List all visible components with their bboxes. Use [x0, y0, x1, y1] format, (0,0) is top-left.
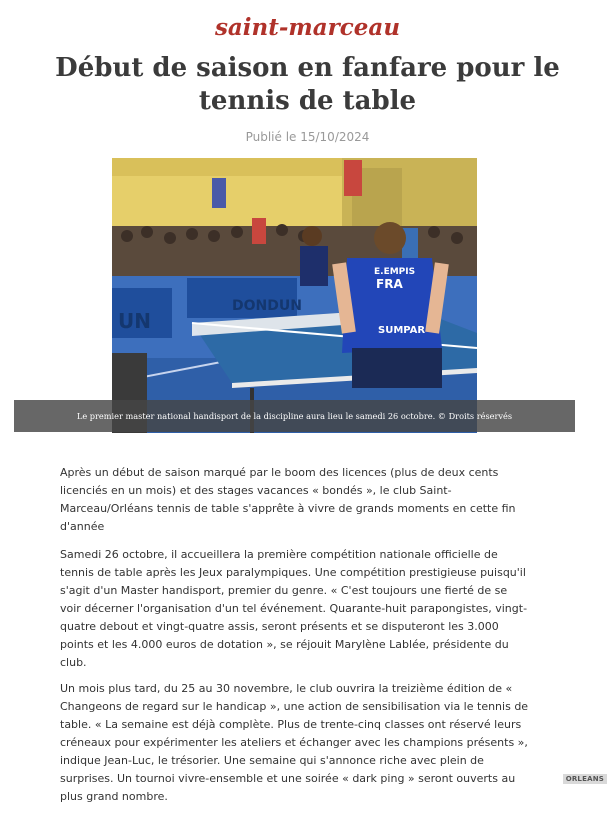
article-body: [60, 464, 530, 814]
shirt-sponsor-text: SUMPAR: [378, 325, 426, 336]
photo-caption: Le premier master national handisport de la discipline aura lieu le samedi 26 octobre. © Droits réservés: [76, 411, 513, 421]
shirt-country-text: FRA: [376, 277, 403, 291]
article-paragraph: Après un début de saison marqué par le boom des licences (plus de deux cents licenciés en un mois) et des stages vacances « bondés », le club Saint-Marceau/Orléans tennis de table s'apprête à vivre de grands moments en cette fin d'année: [60, 466, 516, 533]
banner-right-text: DONDUN: [232, 298, 302, 314]
photo-caption-bar: [14, 400, 575, 432]
table-tennis-photo: [112, 158, 477, 433]
section-kicker[interactable]: saint-marceau: [214, 14, 401, 41]
article-paragraph: Un mois plus tard, du 25 au 30 novembre, le club ouvrira la treizième édition de « Changeons de regard sur le handicap », une action de sensibilisation via le tennis de table. « La semaine est déjà complète. Plus de trente-cinq classes ont réservé leurs créneaux pour expérimenter les ateliers et échanger avec les champions présents », indique Jean-Luc, le trésorier. Une semaine qui s'annonce riche avec plein de surprises. Un tournoi vivre-ensemble et une soirée « dark ping » seront ouverts au plus grand nombre.: [60, 682, 529, 803]
article-photo[interactable]: [112, 158, 477, 433]
banner-left-text: UN: [118, 309, 151, 333]
article-paragraph: Samedi 26 octobre, il accueillera la première compétition nationale officielle de tennis de table après les Jeux paralympiques. Une compétition prestigieuse puisqu'il s'agit d'un Master handisport, premier du genre. « C'est toujours une fierté de se voir décerner l'organisation d'un tel événement. Quarante-huit parapongistes, vingt-quatre debout et vingt-quatre assis, seront présents et se disputeront les 3.000 points et les 4.000 euros de dotation », se réjouit Marylène Lablée, présidente du club.: [60, 548, 528, 669]
city-badge[interactable]: ORLEANS: [563, 774, 607, 784]
publish-date: Publié le 15/10/2024: [245, 130, 370, 144]
shirt-name-text: E.EMPIS: [374, 267, 416, 277]
article-title: Début de saison en fanfare pour le tennis de table: [55, 53, 560, 116]
